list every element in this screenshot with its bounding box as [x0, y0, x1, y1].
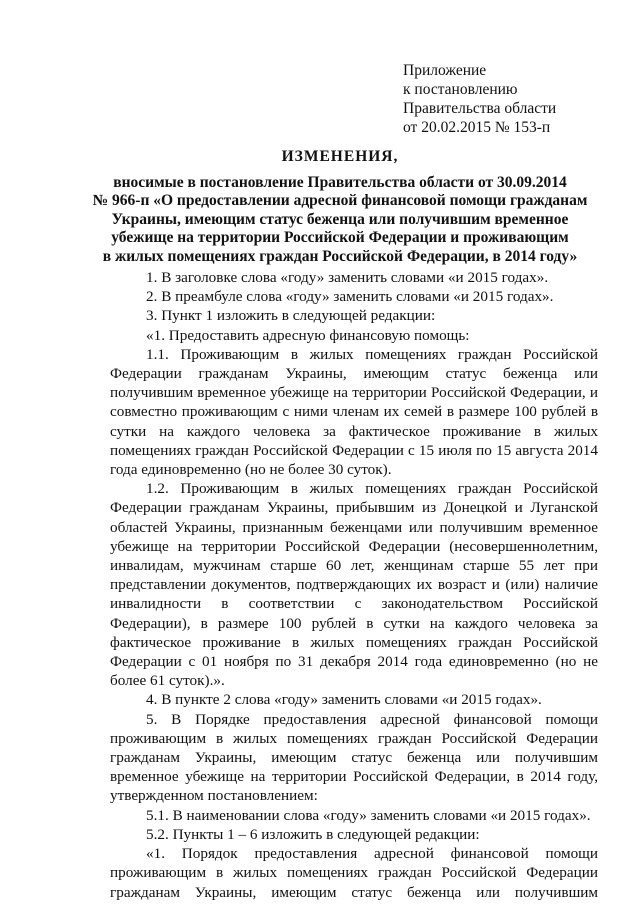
paragraph: 2. В преамбуле слова «году» заменить словами «и 2015 годах». [146, 288, 554, 306]
appendix-line: к постановлению [403, 81, 518, 98]
paragraph: 5.1. В наименовании слова «году» заменить словами «и 2015 годах». [146, 806, 591, 824]
paragraph: 5. В Порядке предоставления адресной финансовой помощи проживающим в жилых помещениях граждан Российской Федерации гражданам Украины, имеющим статус беженца или получившим временное убежище на территории Российской Федерации, в 2014 году, утвержденном постановлением: [110, 710, 598, 805]
heading-line: Украины, имеющим статус беженца или получившим временное [111, 210, 569, 228]
heading-line: вносимые в постановление Правительства области от 30.09.2014 [113, 173, 567, 191]
appendix-line: от 20.02.2015 № 153-п [403, 119, 551, 136]
paragraph: «1. Предоставить адресную финансовую помощь: [146, 326, 470, 344]
paragraph: 1. В заголовке слова «году» заменить словами «и 2015 годах». [146, 269, 549, 286]
appendix-line: Приложение [403, 62, 487, 79]
heading-line: № 966-п «О предоставлении адресной финансовой помощи гражданам [92, 192, 588, 210]
paragraph: 1.2. Проживающим в жилых помещениях граждан Российской Федерации гражданам Украины, прибывшим из Донецкой и Луганской областей Украины, признанным беженцами или получившим временное убежище на территории Российской Федерации (несовершеннолетним, инвалидам, мужчинам старше 60 лет, женщинам старше 55 лет при представлении документов, подтверждающих их возраст и (или) наличие инвалидности в соответствии с законодательством Российской Федерации), в размере 100 рублей в сутки на каждого человека за фактическое проживание в жилых помещениях граждан Российской Федерации с 01 ноября по 31 декабря 2014 года единовременно (но не более 61 суток).». [110, 480, 598, 690]
document-heading [80, 148, 600, 267]
paragraph: 1.1. Проживающим в жилых помещениях граждан Российской Федерации гражданам Украины, имеющим статус беженца или получившим временное убежище на территории Российской Федерации, и совместно проживающим с ними членам их семей в размере 100 рублей в сутки на каждого человека за фактическое проживание в жилых помещениях граждан Российской Федерации с 15 июля по 15 августа 2014 года единовременно (но не более 30 суток). [110, 345, 598, 479]
appendix-block [403, 61, 556, 137]
paragraph: 5.2. Пункты 1 – 6 изложить в следующей редакции: [146, 825, 480, 843]
appendix-line: Правительства области [403, 100, 557, 117]
paragraph: «1. Порядок предоставления адресной финансовой помощи проживающим в жилых помещениях граждан Российской Федерации гражданам Украины, имеющим статус беженца или получившим [110, 845, 598, 901]
heading-line: убежище на территории Российской Федерации и проживающим [111, 229, 569, 247]
paragraph: 4. В пункте 2 слова «году» заменить словами «и 2015 годах». [146, 691, 542, 709]
heading-line: в жилых помещениях граждан Российской Федерации, в 2014 году» [102, 247, 578, 265]
document-body [110, 268, 598, 902]
heading-title: ИЗМЕНЕНИЯ, [281, 148, 399, 165]
paragraph: 3. Пункт 1 изложить в следующей редакции: [146, 307, 436, 325]
